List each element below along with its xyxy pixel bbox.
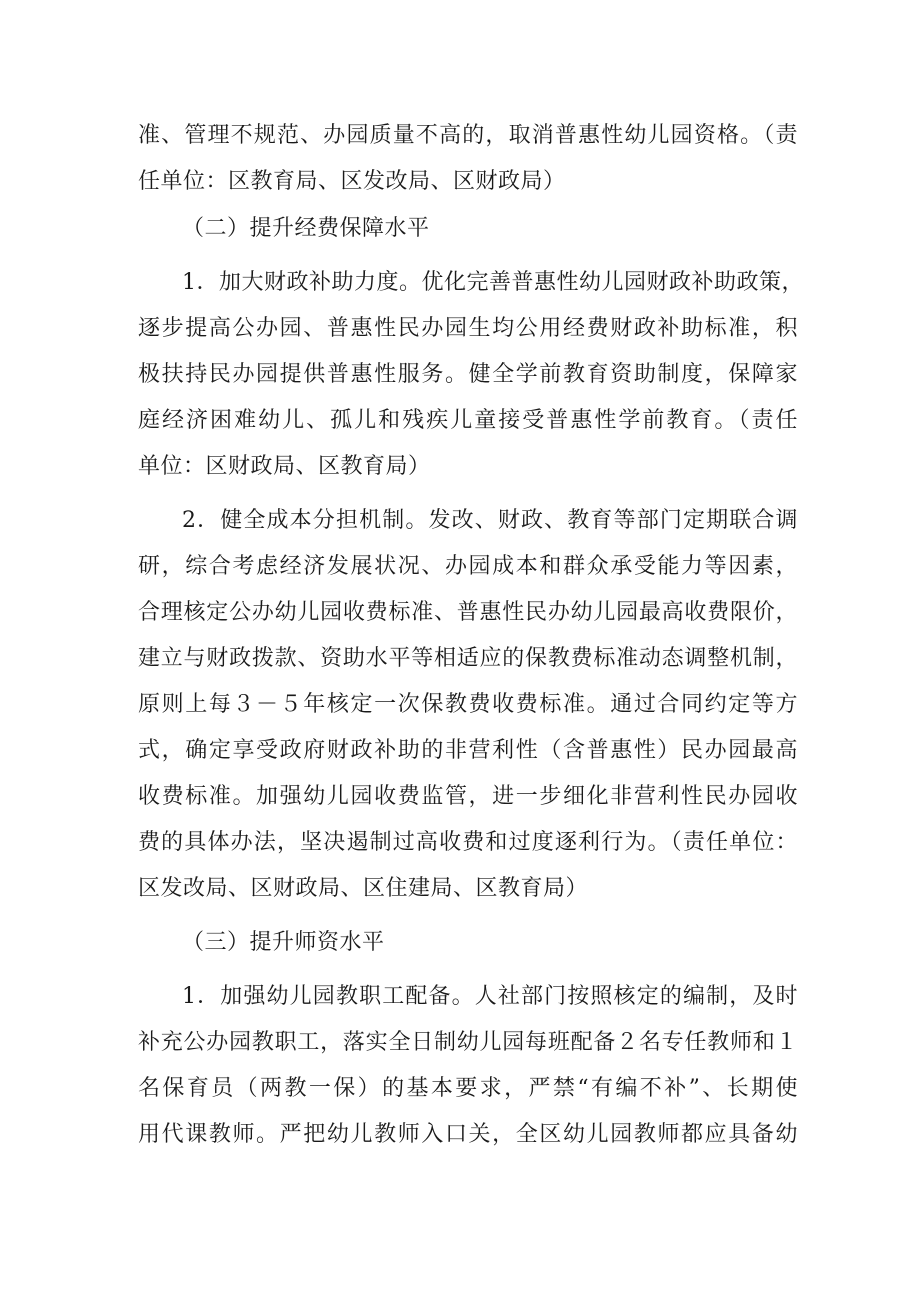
- body-text-line: 式，确定享受政府财政补助的非营利性（含普惠性）民办园最高: [138, 738, 798, 763]
- body-text-line: 区发改局、区财政局、区住建局、区教育局）: [138, 876, 589, 901]
- paragraph-first-line: 1．加强幼儿园教职工配备。人社部门按照核定的编制，及时: [182, 984, 798, 1009]
- body-text-line: 准、管理不规范、办园质量不高的，取消普惠性幼儿园资格。（责: [138, 123, 798, 148]
- body-text-line: 原则上每３－５年核定一次保教费收费标准。通过合同约定等方: [138, 692, 798, 717]
- body-text-line: 用代课教师。严把幼儿教师入口关，全区幼儿园教师都应具备幼: [138, 1122, 798, 1147]
- paragraph-first-line: 1．加大财政补助力度。优化完善普惠性幼儿园财政补助政策，: [182, 270, 804, 295]
- body-text-line: 研，综合考虑经济发展状况、办园成本和群众承受能力等因素，: [138, 554, 798, 579]
- body-text-line: 收费标准。加强幼儿园收费监管，进一步细化非营利性民办园收: [138, 784, 798, 809]
- body-text-line: 名保育员（两教一保）的基本要求，严禁“有编不补”、长期使: [138, 1076, 798, 1101]
- body-text-line: 极扶持民办园提供普惠性服务。健全学前教育资助制度，保障家: [138, 362, 798, 387]
- body-text-line: 庭经济困难幼儿、孤儿和残疾儿童接受普惠性学前教育。（责任: [138, 408, 798, 433]
- section-heading: （二）提升经费保障水平: [182, 216, 430, 241]
- body-text-line: 补充公办园教职工，落实全日制幼儿园每班配备２名专任教师和１: [138, 1030, 798, 1055]
- body-text-line: 单位：区财政局、区教育局）: [138, 454, 431, 479]
- body-text-line: 合理核定公办幼儿园收费标准、普惠性民办幼儿园最高收费限价，: [138, 600, 798, 625]
- body-text-line: 逐步提高公办园、普惠性民办园生均公用经费财政补助标准，积: [138, 316, 798, 341]
- body-text-line: 任单位：区教育局、区发改局、区财政局）: [138, 169, 566, 194]
- body-text-line: 费的具体办法，坚决遏制过高收费和过度逐利行为。（责任单位：: [138, 830, 798, 855]
- body-text-line: 建立与财政拨款、资助水平等相适应的保教费标准动态调整机制，: [138, 646, 798, 671]
- paragraph-first-line: 2．健全成本分担机制。发改、财政、教育等部门定期联合调: [182, 508, 798, 533]
- section-heading: （三）提升师资水平: [182, 930, 385, 955]
